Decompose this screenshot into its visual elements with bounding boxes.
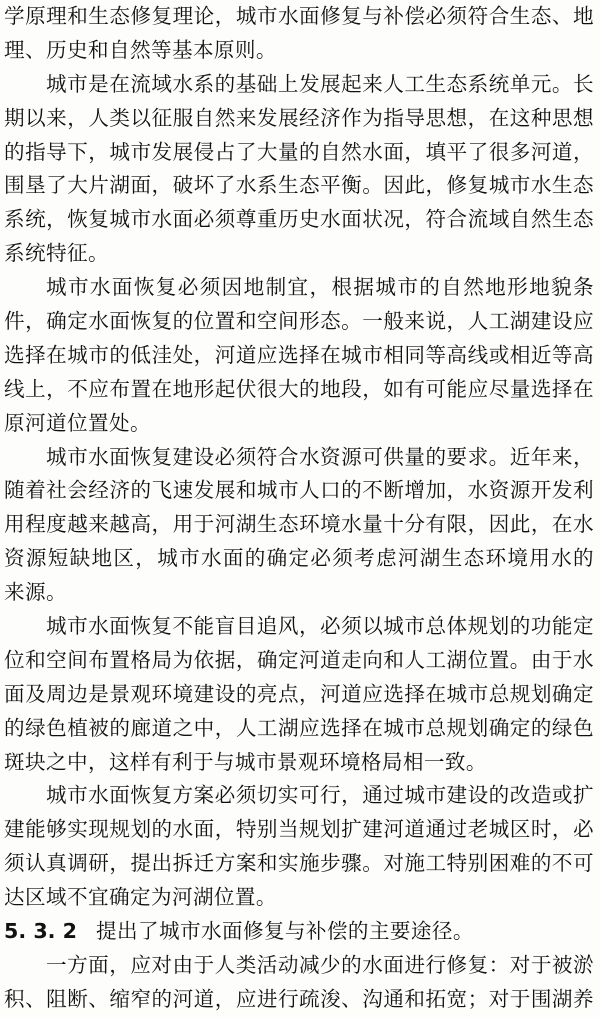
text-line: 学原理和生态修复理论，城市水面修复与补偿必须符合生态、地 xyxy=(4,4,594,28)
text-line: 资源短缺地区，城市水面的确定必须考虑河湖生态环境用水的 xyxy=(4,546,594,571)
paragraph xyxy=(4,68,594,271)
text-line: 的指导下，城市发展侵占了大量的自然水面，填平了很多河道， xyxy=(4,139,594,164)
section-title: 提出了城市水面修复与补偿的主要途径。 xyxy=(96,919,474,944)
paragraph xyxy=(4,271,594,440)
text-line: 选择在城市的低洼处，河道应选择在城市相同等高线或相近等高 xyxy=(4,342,594,367)
paragraph xyxy=(4,441,594,610)
paragraph xyxy=(4,779,594,915)
text-line: 的绿色植被的廊道之中，人工湖应选择在城市总规划确定的绿色 xyxy=(4,715,594,740)
text-line: 围垦了大片湖面，破坏了水系生态平衡。因此，修复城市水生态 xyxy=(4,173,594,198)
text-line: 须认真调研，提出拆迁方案和实施步骤。对施工特别困难的不可 xyxy=(4,851,594,876)
text-line: 随着社会经济的飞速发展和城市人口的不断增加，水资源开发利 xyxy=(4,478,594,503)
text-line: 线上，不应布置在地形起伏很大的地段，如有可能应尽量选择在 xyxy=(4,376,594,401)
text-line: 城市是在流域水系的基础上发展起来人工生态系统单元。长 xyxy=(46,71,594,96)
text-line: 建能够实现规划的水面，特别当规划扩建河道通过老城区时，必 xyxy=(4,817,594,842)
text-line: 城市水面恢复建设必须符合水资源可供量的要求。近年来， xyxy=(46,444,594,469)
text-line: 原河道位置处。 xyxy=(4,410,151,435)
text-line: 系统，恢复城市水面必须尊重历史水面状况，符合流域自然生态 xyxy=(4,207,594,232)
paragraph xyxy=(4,610,594,779)
text-line: 一方面，应对由于人类活动减少的水面进行修复：对于被淤 xyxy=(46,952,594,977)
text-line: 系统特征。 xyxy=(4,241,109,266)
text-line: 用程度越来越高，用于河湖生态环境水量十分有限，因此，在水 xyxy=(4,512,594,537)
text-line: 斑块之中，这样有利于与城市景观环境格局相一致。 xyxy=(4,749,487,774)
section-heading xyxy=(4,915,594,949)
text-line: 面及周边是景观环境建设的亮点，河道应选择在城市总规划确定 xyxy=(4,681,594,706)
text-line: 件，确定水面恢复的位置和空间形态。一般来说，人工湖建设应 xyxy=(4,309,594,334)
text-line: 来源。 xyxy=(4,580,67,605)
section-number: 5. 3. 2 xyxy=(4,919,77,944)
text-line: 城市水面恢复必须因地制宜，根据城市的自然地形地貌条 xyxy=(46,275,594,300)
text-line: 期以来，人类以征服自然来发展经济作为指导思想，在这种思想 xyxy=(4,105,594,130)
text-line: 位和空间布置格局为依据，确定河道走向和人工湖位置。由于水 xyxy=(4,647,594,672)
text-line: 积、阻断、缩窄的河道，应进行疏浚、沟通和拓宽；对于围湖养 xyxy=(4,986,594,1011)
text-line: 达区域不宜确定为河湖位置。 xyxy=(4,885,277,910)
text-line: 理、历史和自然等基本原则。 xyxy=(4,37,277,62)
paragraph xyxy=(4,949,594,1017)
text-line: 城市水面恢复方案必须切实可行，通过城市建设的改造或扩 xyxy=(46,783,594,808)
paragraph-continuation xyxy=(4,0,594,68)
text-line: 城市水面恢复不能盲目追风，必须以城市总体规划的功能定 xyxy=(46,614,594,639)
